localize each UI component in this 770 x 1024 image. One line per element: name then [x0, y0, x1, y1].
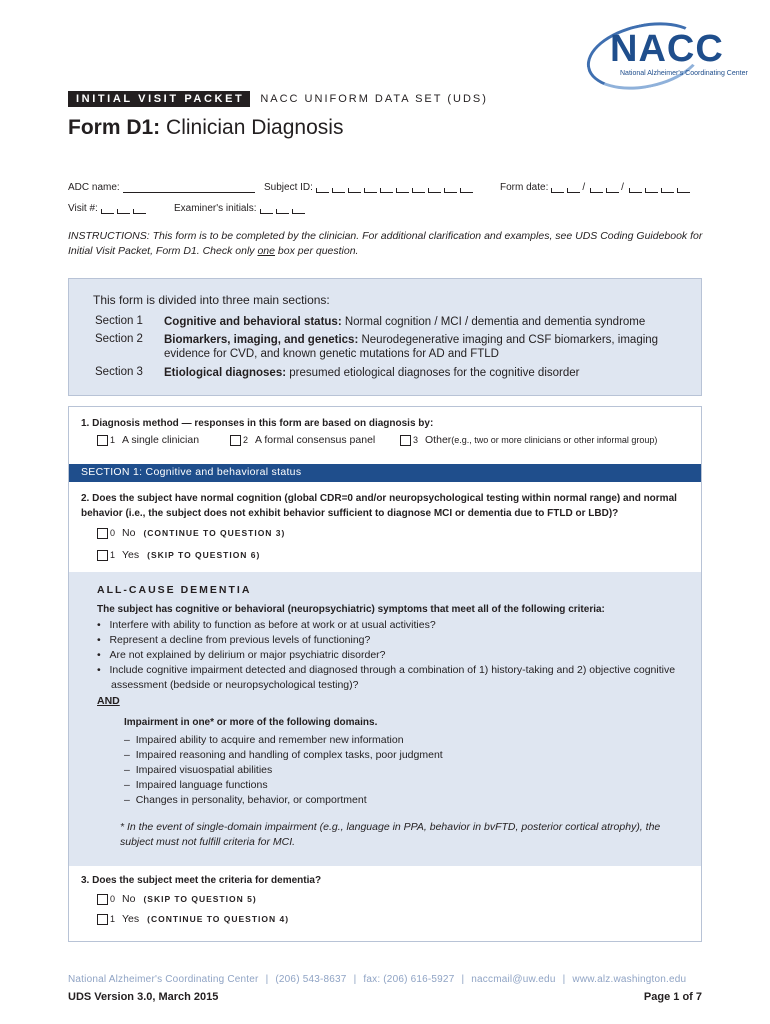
visit-number-box[interactable] [133, 209, 146, 214]
domain-text: Impaired ability to acquire and remember new information [135, 734, 404, 746]
visit-number-box[interactable] [117, 209, 130, 214]
option-code: 0 [110, 528, 116, 538]
footer-fax: fax: (206) 616-5927 [363, 974, 455, 985]
option-label: A formal consensus panel [255, 434, 376, 446]
subject-id-box[interactable] [428, 188, 441, 193]
list-item [97, 633, 687, 648]
adc-name-input[interactable] [123, 185, 255, 193]
checkbox[interactable] [400, 435, 411, 446]
footer-phone: (206) 543-8637 [275, 974, 347, 985]
domain-text: Impaired reasoning and handling of complex tasks, poor judgment [135, 749, 443, 761]
and-label: AND [97, 695, 120, 707]
footer-contact [68, 974, 686, 985]
footer-separator: | [353, 974, 357, 985]
logo-wordmark: NACC [610, 28, 724, 70]
page-title [68, 116, 343, 140]
option-code: 3 [413, 435, 419, 445]
subject-id-box[interactable] [460, 188, 473, 193]
q3-option-yes[interactable] [97, 913, 289, 925]
form-date-field[interactable] [500, 182, 690, 193]
form-id: Form D1: [68, 116, 161, 139]
list-item [97, 648, 687, 663]
footer-website: www.alz.washington.edu [572, 974, 687, 985]
q1-option-single-clinician[interactable] [97, 434, 199, 446]
subject-id-box[interactable] [396, 188, 409, 193]
logo-subtitle: National Alzheimer's Coordinating Center [620, 70, 748, 77]
subject-id-box[interactable] [444, 188, 457, 193]
list-item [124, 793, 443, 808]
dash-marker: – [124, 779, 130, 791]
question-3: 3. Does the subject meet the criteria for dementia? [81, 875, 322, 886]
dash-marker: – [124, 764, 130, 776]
list-item [97, 618, 687, 633]
subject-id-field[interactable] [264, 182, 473, 193]
option-label: No [122, 527, 136, 539]
checkbox[interactable] [97, 550, 108, 561]
examiner-initials-box[interactable] [276, 209, 289, 214]
domains-list [124, 733, 443, 808]
dementia-footnote: * In the event of single-domain impairment (e.g., language in PPA, behavior in bvFTD, posterior cortical atrophy), the subject must not fulfill criteria for MCI. [120, 821, 661, 848]
nacc-logo [586, 22, 748, 92]
criterion-text: Represent a decline from previous levels of functioning? [109, 634, 371, 646]
domain-text: Changes in personality, behavior, or comportment [135, 794, 367, 806]
subject-id-box[interactable] [316, 188, 329, 193]
dash-marker: – [124, 794, 130, 806]
section-number: Section 3 [95, 366, 143, 378]
criteria-heading: The subject has cognitive or behavioral (neuropsychiatric) symptoms that meet all of the following criteria: [97, 604, 605, 615]
option-label: Yes [122, 913, 140, 925]
q1-option-consensus-panel[interactable] [230, 434, 375, 446]
date-separator: / [582, 182, 586, 193]
visit-number-label: Visit #: [68, 203, 98, 214]
option-label: Other [425, 434, 452, 446]
subject-id-label: Subject ID: [264, 182, 313, 193]
checkbox[interactable] [97, 914, 108, 925]
date-separator: / [621, 182, 624, 193]
instructions-text: INSTRUCTIONS: This form is to be completed by the clinician. For additional clarification and examples, see UDS Coding Guidebook for Initial Visit Packet, Form D1. Check only [68, 230, 703, 257]
criterion-text: Are not explained by delirium or major psychiatric disorder? [109, 649, 386, 661]
footer-org: National Alzheimer's Coordinating Center [68, 974, 259, 985]
option-label: No [122, 893, 136, 905]
subject-id-box[interactable] [380, 188, 393, 193]
section-text: Neurodegenerative imaging and CSF biomarkers, imaging evidence for CVD, and known genetic mutations for AD and FTLD [164, 334, 659, 360]
instructions-emphasis: one [257, 245, 275, 257]
date-year-box[interactable] [677, 188, 690, 193]
date-year-box[interactable] [645, 188, 658, 193]
q1-option-other[interactable] [400, 434, 657, 446]
form-date-label: Form date: [500, 182, 549, 193]
visit-number-field[interactable] [68, 203, 146, 214]
q2-option-no[interactable] [97, 527, 285, 539]
subject-id-box[interactable] [412, 188, 425, 193]
list-item [124, 778, 443, 793]
footer-separator: | [461, 974, 465, 985]
option-code: 2 [243, 435, 249, 445]
domain-text: Impaired language functions [135, 779, 268, 791]
subject-id-box[interactable] [332, 188, 345, 193]
dash-marker: – [124, 734, 130, 746]
sections-intro: This form is divided into three main sections: [93, 293, 330, 307]
date-day-box[interactable] [590, 188, 603, 193]
section-description [164, 366, 684, 380]
examiner-initials-box[interactable] [260, 209, 273, 214]
date-day-box[interactable] [606, 188, 619, 193]
section-row [95, 333, 684, 361]
option-note: (e.g., two or more clinicians or other informal group) [451, 435, 658, 445]
checkbox[interactable] [97, 894, 108, 905]
section-heading: Etiological diagnoses: [164, 367, 287, 379]
domain-text: Impaired visuospatial abilities [135, 764, 273, 776]
bullet-marker: • [97, 619, 101, 631]
checkbox[interactable] [97, 528, 108, 539]
option-code: 0 [110, 894, 116, 904]
question-1: 1. Diagnosis method — responses in this form are based on diagnosis by: [81, 418, 434, 429]
date-year-box[interactable] [629, 188, 642, 193]
question-2: 2. Does the subject have normal cognition (global CDR=0 and/or neuropsychological testing within normal range) and normal behavior (i.e., the subject does not exhibit behavior sufficient to diagnose MCI or dementia due to FTLD or LBD)? [81, 493, 677, 519]
instructions-text-end: box per question. [275, 245, 359, 257]
skip-instruction: (CONTINUE TO QUESTION 4) [147, 914, 290, 924]
q2-option-yes[interactable] [97, 549, 260, 561]
option-code: 1 [110, 435, 116, 445]
criterion-text: Interfere with ability to function as before at work or at usual activities? [109, 619, 436, 631]
dash-marker: – [124, 749, 130, 761]
section-description [164, 333, 684, 361]
subject-id-box[interactable] [364, 188, 377, 193]
visit-number-box[interactable] [101, 209, 114, 214]
date-month-box[interactable] [567, 188, 580, 193]
examiner-initials-box[interactable] [292, 209, 305, 214]
section-heading: Biomarkers, imaging, and genetics: [164, 334, 359, 346]
dementia-title: ALL-CAUSE DEMENTIA [97, 584, 252, 596]
criterion-text: Include cognitive impairment detected and diagnosed through a combination of 1) history-taking and 2) objective cognitive assessment (bedside or neuropsychological testing)? [109, 664, 676, 691]
instructions [68, 229, 708, 259]
sections-overview [68, 278, 702, 396]
questions-panel [68, 406, 702, 942]
section-row [95, 366, 684, 380]
section-description [164, 315, 684, 329]
option-label: Yes [122, 549, 140, 561]
date-month-box[interactable] [551, 188, 564, 193]
examiner-initials-label: Examiner's initials: [174, 203, 257, 214]
section-number: Section 2 [95, 333, 143, 345]
section-text: presumed etiological diagnoses for the cognitive disorder [286, 367, 580, 379]
packet-subtitle: NACC UNIFORM DATA SET (UDS) [260, 93, 488, 105]
list-item [124, 763, 443, 778]
list-item [124, 733, 443, 748]
packet-label: INITIAL VISIT PACKET [68, 91, 250, 107]
criteria-list [97, 618, 687, 693]
subject-id-box[interactable] [348, 188, 361, 193]
section-heading: Cognitive and behavioral status: [164, 316, 342, 328]
list-item [124, 748, 443, 763]
option-label: A single clinician [122, 434, 200, 446]
footer-version: UDS Version 3.0, March 2015 [68, 991, 219, 1003]
form-title: Clinician Diagnosis [166, 116, 344, 139]
skip-instruction: (CONTINUE TO QUESTION 3) [143, 528, 286, 538]
section-text: Normal cognition / MCI / dementia and dementia syndrome [341, 316, 646, 328]
option-code: 1 [110, 914, 116, 924]
checkbox[interactable] [97, 435, 108, 446]
list-item [97, 663, 687, 693]
option-code: 1 [110, 550, 116, 560]
section-1-header: SECTION 1: Cognitive and behavioral status [69, 464, 701, 482]
skip-instruction: (SKIP TO QUESTION 5) [143, 894, 257, 904]
q3-option-no[interactable] [97, 893, 257, 905]
date-year-box[interactable] [661, 188, 674, 193]
dementia-criteria-panel [69, 572, 701, 866]
adc-name-field[interactable] [68, 182, 255, 193]
adc-name-label: ADC name: [68, 182, 120, 193]
footer-separator: | [562, 974, 566, 985]
packet-header [68, 91, 488, 107]
bullet-marker: • [97, 664, 101, 676]
examiner-initials-field[interactable] [174, 203, 305, 214]
checkbox[interactable] [230, 435, 241, 446]
bullet-marker: • [97, 634, 101, 646]
bullet-marker: • [97, 649, 101, 661]
page-number: Page 1 of 7 [643, 991, 702, 1003]
section-number: Section 1 [95, 315, 143, 327]
footer-email: naccmail@uw.edu [471, 974, 556, 985]
footer-separator: | [265, 974, 269, 985]
impairment-heading: Impairment in one* or more of the following domains. [124, 717, 378, 728]
skip-instruction: (SKIP TO QUESTION 6) [147, 550, 261, 560]
section-row [95, 315, 684, 329]
